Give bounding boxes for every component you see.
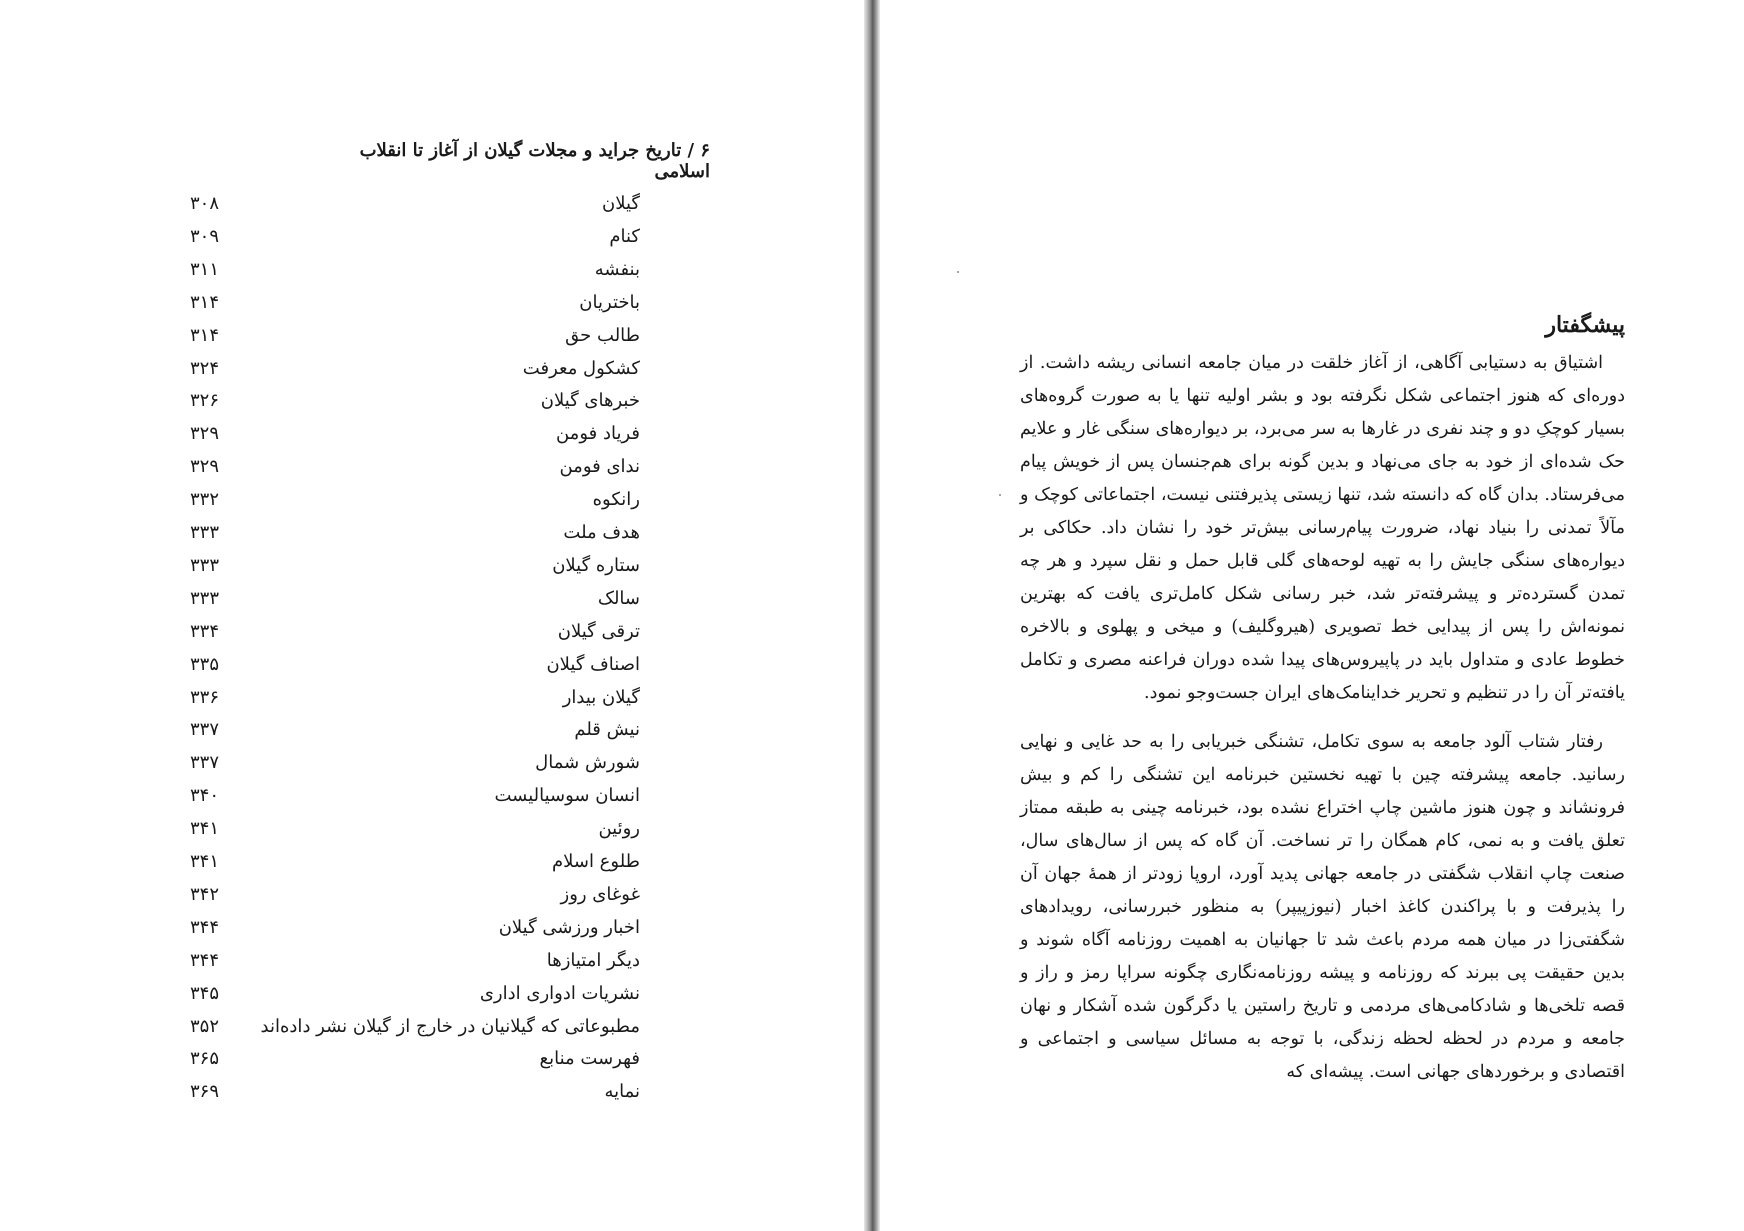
toc-title: ترقی گیلان [557, 620, 640, 642]
toc-page-number: ۳۴۴ [190, 916, 220, 938]
toc-page-number: ۳۳۳ [190, 522, 220, 543]
toc-title: رانکوه [592, 489, 640, 511]
toc-title: کنام [609, 225, 640, 247]
toc-page-number: ۳۳۳ [190, 587, 220, 609]
toc-page-number: ۳۳۶ [190, 686, 220, 708]
toc-title: فریاد فومن [555, 423, 640, 445]
left-page [0, 0, 868, 1231]
toc-title: ستاره گیلان [552, 554, 640, 576]
toc-title: نمایه [604, 1081, 640, 1103]
toc-page-number: ۳۰۸ [190, 193, 220, 214]
toc-title: دیگر امتیازها [546, 949, 640, 971]
toc-row [190, 518, 640, 550]
toc-page-number: ۳۵۲ [190, 1015, 220, 1037]
toc-page-number: ۳۰۹ [190, 225, 220, 247]
toc-page-number: ۳۶۹ [190, 1081, 220, 1103]
scan-speck [957, 271, 959, 273]
toc-row [190, 814, 640, 846]
toc-title: اخبار ورزشی گیلان [498, 916, 640, 938]
toc-row [190, 683, 640, 715]
toc-title: ندای فومن [559, 456, 640, 478]
toc-row [190, 189, 640, 221]
toc-title: طالب حق [565, 324, 640, 346]
foreword-paragraph: اشتیاق به دستیابی آگاهی، از آغاز خلقت در میان جامعه انسانی ریشه داشت. از دوره‌ای که هنوز اجتماعی شکل نگرفته بود و بشر اولیه تنها یا به صورت گروه‌های بسیار کوچکِ دو و چند نفری در غارها به سر می‌برد، بر دیواره‌های سنگی غار و علایم حک شده‌ای از خود به جای می‌نهاد و بدین گونه برای هم‌جنسان پس از خویش پیام می‌فرستاد. بدان گاه که دانسته شد، تنها زیستی پذیرفتنی نیست، اجتماعاتی کوچک و مآلاً تمدنی را بنیاد نهاد، ضرورت پیام‌رسانی بیش‌تر خود را نشان داد. حکاکی بر دیواره‌های سنگی جایش را به تهیه لوحه‌های گلی قابل حمل و نقل سپرد و هر چه تمدن گسترده‌تر و پیشرفته‌تر شد، خبر رسانی شکل کامل‌تری یافت که بهترین نمونه‌اش را پس از پیدایی خط تصویری (هیروگلیف) و میخی و پهلوی و بالاخره خطوط عادی و متداول باید در پاپیروس‌های پیدا شده دوران فراعنه مصری و تکامل یافته‌تر آن را در تنظیم و تحریر خداینامک‌های ایران جست‌وجو نمود. [1020, 353, 1626, 703]
scan-speck [999, 494, 1001, 496]
toc-row [190, 979, 640, 1011]
toc-title: گیلان [602, 193, 640, 214]
toc-row [190, 847, 640, 879]
toc-title: گیلان بیدار [562, 686, 640, 708]
toc-page-number: ۳۲۹ [190, 456, 220, 478]
toc-title: خبرهای گیلان [540, 390, 640, 412]
toc-page-number: ۳۱۴ [190, 324, 220, 346]
toc-row [190, 715, 640, 747]
toc-page-number: ۳۲۴ [190, 357, 220, 379]
toc-row [190, 255, 640, 287]
toc-row [190, 1012, 640, 1044]
running-head: ۶ / تاریخ جراید و مجلات گیلان از آغاز تا انقلاب اسلامی [359, 140, 710, 182]
toc-row [190, 946, 640, 978]
toc-row [190, 452, 640, 484]
toc-title: سالک [597, 587, 640, 609]
toc-title: مطبوعاتی که گیلانیان در خارج از گیلان نشر داده‌اند [260, 1015, 640, 1037]
toc-page-number: ۳۳۵ [190, 653, 220, 675]
toc-title: نشریات ادواری اداری [479, 982, 640, 1004]
toc-page-number: ۳۱۴ [190, 291, 220, 313]
toc-row [190, 551, 640, 583]
toc-row [190, 1077, 640, 1109]
toc-row [190, 584, 640, 616]
toc-title: اصناف گیلان [546, 653, 640, 675]
toc-title: هدف ملت [563, 522, 640, 543]
toc-row [190, 288, 640, 320]
toc-title: انسان سوسیالیست [494, 785, 640, 807]
toc-page-number: ۳۴۱ [190, 818, 220, 840]
toc-title: کشکول معرفت [522, 357, 640, 379]
toc-title: بنفشه [594, 258, 640, 280]
toc-title: روئین [598, 818, 640, 840]
toc-page-number: ۳۴۲ [190, 883, 220, 905]
toc-row [190, 485, 640, 517]
toc-row [190, 419, 640, 451]
toc-page-number: ۳۴۵ [190, 982, 220, 1004]
toc-page-number: ۳۴۱ [190, 851, 220, 872]
toc-row [190, 781, 640, 813]
toc-title: نیش قلم [574, 719, 640, 741]
toc-row [190, 1044, 640, 1076]
toc-page-number: ۳۶۵ [190, 1048, 220, 1070]
toc-page-number: ۳۳۷ [190, 719, 220, 741]
toc-row [190, 617, 640, 649]
toc-page-number: ۳۳۴ [190, 620, 220, 642]
toc-title: غوغای روز [560, 883, 640, 905]
toc-page-number: ۳۲۶ [190, 390, 220, 412]
toc-title: فهرست منابع [539, 1048, 640, 1070]
foreword-paragraph: رفتار شتاب آلود جامعه به سوی تکامل، تشنگی خبریابی را به حد غایی و نهایی رسانید. جامعه پیشرفته چین با تهیه نخستین خبرنامه این تشنگی را کم و بیش فرونشاند و چون هنوز ماشین چاپ اختراع نشده بود، خبرنامه چینی به طبقه ممتاز تعلق یافت و به نمی، کام همگان را تر نساخت. آن گاه که پس از سال‌های سال، صنعت چاپ انقلاب شگفتی در جامعه جهانی پدید آورد، اروپا زودتر از همهٔ جهان آن را پذیرفت و با پراکندن کاغذ اخبار (نیوزپیپر) به منظور خبررسانی، رویدادهای شگفتی‌زا در میان همه مردم باعث شد تا جهانیان به اهمیت روزنامه آگاه شوند و بدین حقیقت پی ببرند که روزنامه و پیشه روزنامه‌نگاری چگونه سراپا رمز و راز و قصه تلخی‌ها و شادکامی‌های مردمی و تاریخ راستین یا دگرگون شده آشکار و نهان جامعه و مردم در لحظه لحظه زندگی، با توجه به مسائل سیاسی و اجتماعی و اقتصادی و برخوردهای جهانی است. پیشه‌ای که [1020, 732, 1625, 1082]
toc-page-number: ۳۴۰ [190, 785, 220, 807]
toc-row [190, 913, 640, 945]
toc-row [190, 748, 640, 780]
toc-title: طلوع اسلام [551, 851, 640, 872]
toc-page-number: ۳۳۲ [190, 489, 220, 511]
toc-row [190, 222, 640, 254]
toc-page-number: ۳۳۳ [190, 554, 220, 576]
toc-row [190, 354, 640, 386]
toc-title: شورش شمال [535, 752, 640, 774]
foreword-heading: پیشگفتار [1545, 312, 1625, 338]
toc-row [190, 321, 640, 353]
toc-page-number: ۳۳۷ [190, 752, 220, 774]
book-gutter [864, 0, 880, 1231]
toc-page-number: ۳۲۹ [190, 423, 220, 445]
toc-row [190, 880, 640, 912]
toc-row [190, 386, 640, 418]
toc-page-number: ۳۱۱ [190, 258, 220, 280]
toc-row [190, 650, 640, 682]
toc-page-number: ۳۴۴ [190, 949, 220, 971]
toc-title: باختریان [579, 291, 640, 313]
